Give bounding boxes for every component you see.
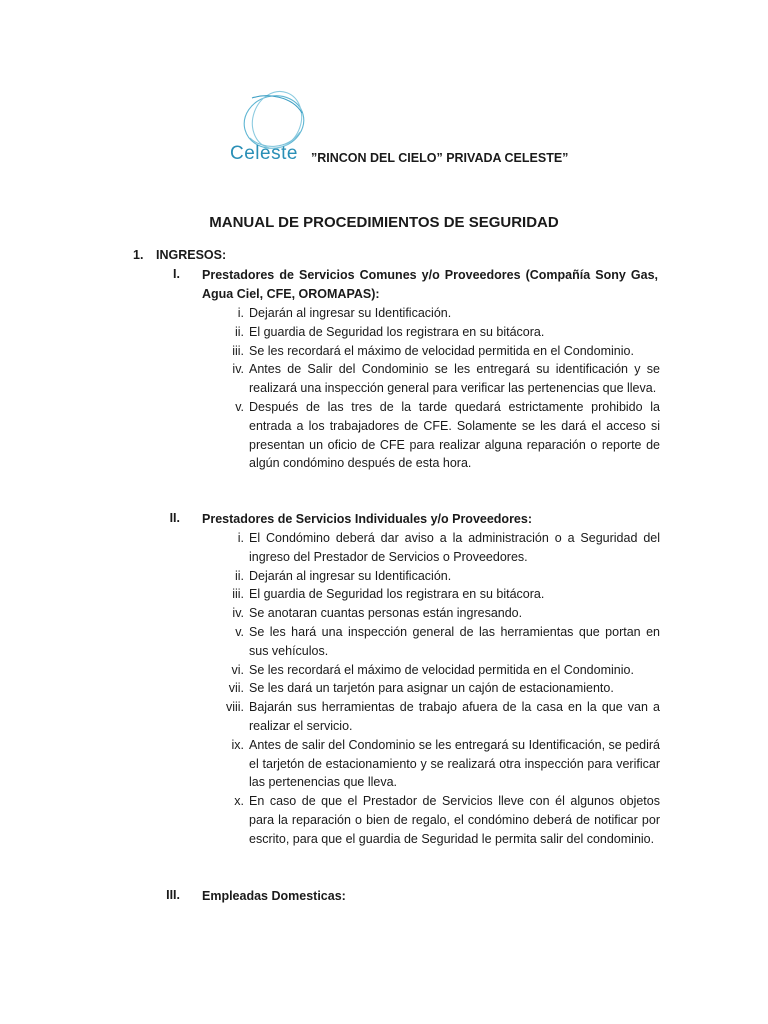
subsection-1-list	[200, 304, 660, 473]
item-number: v.	[235, 624, 244, 639]
subsection-number: III.	[166, 888, 180, 902]
list-item	[200, 398, 660, 473]
item-text: El guardia de Seguridad los registrara en su bitácora.	[249, 587, 545, 602]
item-number: x.	[234, 794, 244, 809]
item-number: ix.	[231, 737, 244, 752]
item-number: i.	[237, 531, 244, 545]
list-item	[200, 360, 660, 398]
item-text: Se les hará una inspección general de las herramientas que portan en sus vehículos.	[249, 624, 660, 658]
subsection-title: Prestadores de Servicios Individuales y/o Proveedores:	[202, 512, 532, 526]
item-text: En caso de que el Prestador de Servicios lleve con él algunos objetos para la reparación o bien de regalo, el condómino deberá de notificar por escrito, para que el guardia de Seguridad le permita salir del condominio.	[249, 794, 660, 846]
list-item	[200, 604, 660, 623]
list-item	[200, 529, 660, 567]
list-item	[200, 623, 660, 661]
item-text: Se les dará un tarjetón para asignar un cajón de estacionamiento.	[249, 681, 614, 696]
subsection-title: Empleadas Domesticas:	[202, 889, 346, 903]
list-item	[200, 736, 660, 792]
item-text: Dejarán al ingresar su Identificación.	[249, 306, 452, 320]
item-number: iv.	[232, 606, 244, 621]
subsection-number: II.	[169, 511, 180, 525]
header-title: ”RINCON DEL CIELO” PRIVADA CELESTE”	[311, 151, 569, 165]
item-number: iv.	[232, 362, 244, 377]
list-item	[200, 304, 660, 323]
subsection-title: Prestadores de Servicios Comunes y/o Proveedores (Compañía Sony Gas, Agua Ciel, CFE, OROMAPAS):	[202, 268, 658, 301]
item-text: Se les recordará el máximo de velocidad permitida en el Condominio.	[249, 343, 634, 358]
section-number: 1.	[133, 248, 144, 262]
list-item	[200, 679, 660, 698]
list-item	[200, 698, 660, 736]
item-text: El Condómino deberá dar aviso a la administración o a Seguridad del ingreso del Prestador de Servicios o Proveedores.	[249, 531, 660, 564]
item-text: Se les recordará el máximo de velocidad permitida en el Condominio.	[249, 662, 634, 677]
list-item	[200, 567, 660, 586]
list-item	[200, 585, 660, 604]
item-number: i.	[237, 306, 244, 320]
list-item	[200, 323, 660, 342]
subsection-number: I.	[173, 267, 180, 281]
list-item	[200, 342, 660, 361]
item-number: iii.	[232, 343, 244, 358]
item-text: El guardia de Seguridad los registrara en su bitácora.	[249, 324, 545, 339]
item-text: Se anotaran cuantas personas están ingresando.	[249, 606, 523, 621]
item-text: Antes de Salir del Condominio se les entregará su identificación y se realizará una inspección general para verificar las pertenencias que lleva.	[249, 362, 660, 396]
item-number: vii.	[228, 681, 244, 696]
item-text: Bajarán sus herramientas de trabajo afuera de la casa en la que van a realizar el servicio.	[249, 700, 660, 733]
list-item	[200, 661, 660, 680]
item-number: ii.	[234, 568, 244, 583]
item-text: Dejarán al ingresar su Identificación.	[249, 568, 452, 583]
item-number: iii.	[232, 587, 244, 602]
logo-text: Celeste	[230, 143, 298, 164]
item-number: vi.	[231, 662, 244, 677]
document-title: MANUAL DE PROCEDIMIENTOS DE SEGURIDAD	[209, 214, 559, 231]
list-item	[200, 792, 660, 848]
item-number: ii.	[234, 324, 244, 339]
item-number: viii.	[225, 700, 244, 715]
item-text: Antes de salir del Condominio se les entregará su Identificación, se pedirá el tarjetón de estacionamiento y se realizará otra inspección para verificar las pertenencias que lleva.	[249, 737, 660, 790]
item-number: v.	[235, 399, 244, 414]
section-title: INGRESOS:	[156, 248, 227, 262]
item-text: Después de las tres de la tarde quedará estrictamente prohibido la entrada a los trabajadores de CFE. Solamente se les dará el acceso si presentan un oficio de CFE para realizar alguna reparación o reporte de algún condómino después de esta hora.	[249, 399, 660, 471]
subsection-2-list	[200, 529, 660, 849]
